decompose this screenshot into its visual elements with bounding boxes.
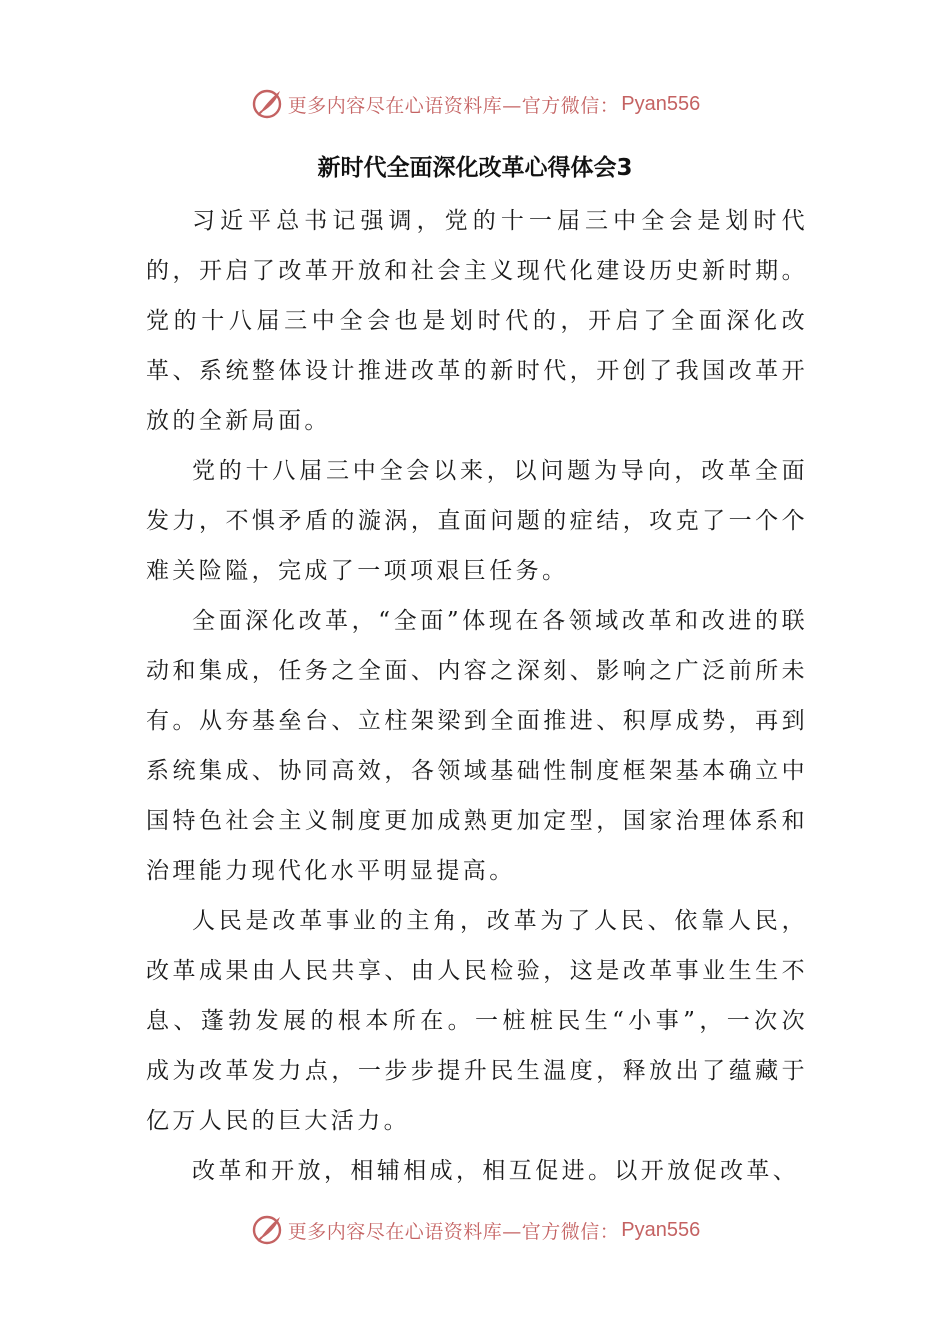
- banner-wechat-id: Pyan556: [621, 92, 701, 115]
- quill-pen-logo-icon: [250, 1213, 284, 1247]
- paragraph: 全面深化改革，“全面”体现在各领域改革和改进的联动和集成，任务之全面、内容之深刻、影响之广泛前所未有。从夯基垒台、立柱架梁到全面推进、积厚成势，再到系统集成、协同高效，各领域基础性制度框架基本确立中国特色社会主义制度更加成熟更加定型，国家治理体系和治理能力现代化水平明显提高。: [146, 608, 808, 884]
- paragraph: 人民是改革事业的主角，改革为了人民、依靠人民，改革成果由人民共享、由人民检验，这是改革事业生生不息、蓬勃发展的根本所在。一桩桩民生“小事”，一次次成为改革发力点，一步步提升民生温度，释放出了蕴藏于亿万人民的巨大活力。: [146, 908, 808, 1134]
- paragraph: 党的十八届三中全会以来，以问题为导向，改革全面发力，不惧矛盾的漩涡，直面问题的症结，攻克了一个个难关险隘，完成了一项项艰巨任务。: [146, 458, 808, 584]
- banner-text: 更多内容尽在心语资料库—官方微信：: [287, 94, 620, 117]
- header-banner: [0, 84, 950, 124]
- document-body: [146, 196, 808, 1196]
- banner-wechat-id: Pyan556: [621, 1218, 701, 1241]
- quill-pen-logo-icon: [250, 87, 284, 121]
- banner-text: 更多内容尽在心语资料库—官方微信：: [287, 1220, 620, 1243]
- paragraph: 改革和开放，相辅相成，相互促进。以开放促改革、: [192, 1158, 800, 1184]
- document-title: 新时代全面深化改革心得体会3: [317, 155, 633, 181]
- paragraph: 习近平总书记强调，党的十一届三中全会是划时代的，开启了改革开放和社会主义现代化建设历史新时期。党的十八届三中全会也是划时代的，开启了全面深化改革、系统整体设计推进改革的新时代，开创了我国改革开放的全新局面。: [146, 208, 808, 434]
- footer-banner: [0, 1210, 950, 1250]
